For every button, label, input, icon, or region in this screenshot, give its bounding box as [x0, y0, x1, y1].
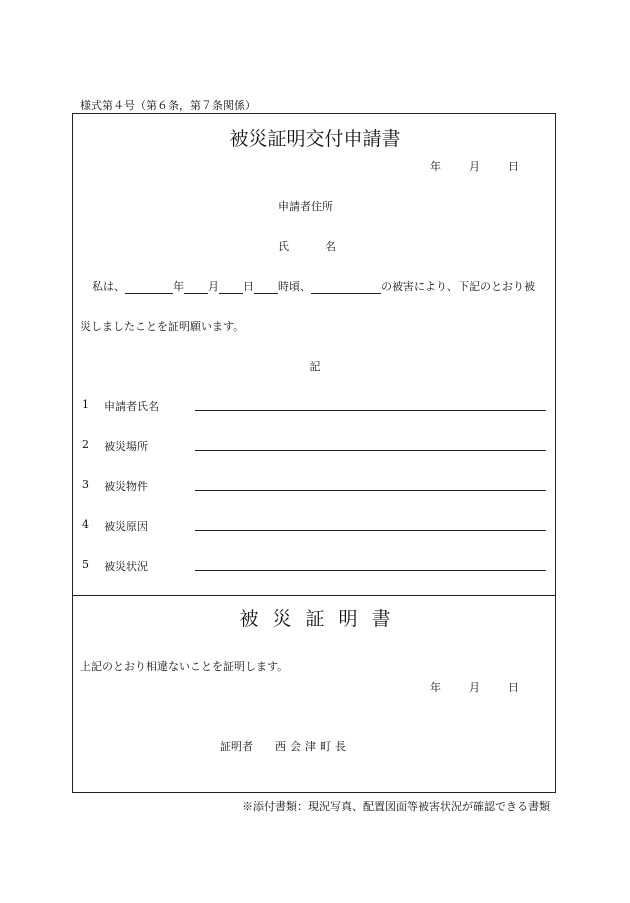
request-sentence-line1 — [92, 278, 535, 294]
applicant-address-label: 申請者住所 — [278, 200, 333, 213]
item-label-damage-location: 被災場所 — [104, 440, 148, 453]
request-day-label: 日 — [243, 280, 254, 293]
applicant-name-label — [278, 238, 336, 254]
month-blank[interactable] — [184, 281, 208, 294]
cert-month-label: 月 — [469, 681, 480, 694]
item-number-5: 5 — [82, 558, 89, 571]
hour-blank[interactable] — [254, 281, 278, 294]
application-title: 被災証明交付申請書 — [229, 128, 401, 150]
request-sentence-line2: 災しましたことを証明願います。 — [80, 320, 245, 333]
request-year-label: 年 — [173, 280, 184, 293]
request-month-label: 月 — [208, 280, 219, 293]
damage-location-field[interactable] — [195, 450, 546, 451]
item-number-1: 1 — [82, 398, 89, 411]
day-blank[interactable] — [219, 281, 243, 294]
item-label-applicant-name: 申請者氏名 — [104, 400, 159, 413]
date-day-label: 日 — [508, 160, 519, 173]
applicant-name-field[interactable] — [195, 410, 546, 411]
item-label-damage-cause: 被災原因 — [104, 520, 148, 533]
issuer-label: 証明者 — [220, 740, 253, 753]
item-number-3: 3 — [82, 478, 89, 491]
request-prefix: 私は、 — [92, 280, 125, 293]
name-label-part2: 名 — [325, 240, 336, 253]
damage-type-blank[interactable] — [311, 281, 381, 294]
attachment-note: ※添付書類：現況写真、配置図面等被害状況が確認できる書類 — [242, 800, 550, 813]
damaged-property-field[interactable] — [195, 490, 546, 491]
certificate-date — [430, 679, 519, 695]
damage-status-field[interactable] — [195, 570, 546, 571]
damage-cause-field[interactable] — [195, 530, 546, 531]
item-label-damage-status: 被災状況 — [104, 560, 148, 573]
certificate-text: 上記のとおり相違ないことを証明します。 — [80, 660, 289, 673]
date-month-label: 月 — [469, 160, 480, 173]
request-time-suffix: 時頃、 — [278, 280, 311, 293]
ki-label: 記 — [309, 360, 321, 373]
cert-day-label: 日 — [508, 681, 519, 694]
issuer-line — [220, 738, 350, 754]
issuer-name: 西会津町長 — [275, 740, 350, 753]
form-number-label: 様式第４号（第６条，第７条関係） — [80, 99, 256, 112]
item-label-damaged-property: 被災物件 — [104, 480, 148, 493]
application-date — [430, 158, 519, 174]
section-divider — [72, 595, 556, 596]
request-damage-suffix: の被害により、下記のとおり被 — [381, 280, 535, 293]
cert-year-label: 年 — [430, 681, 441, 694]
date-year-label: 年 — [430, 160, 441, 173]
certificate-title: 被災証明書 — [239, 608, 405, 630]
item-number-4: 4 — [82, 518, 89, 531]
year-blank[interactable] — [125, 281, 173, 294]
name-label-part1: 氏 — [278, 240, 289, 253]
item-number-2: 2 — [82, 438, 89, 451]
